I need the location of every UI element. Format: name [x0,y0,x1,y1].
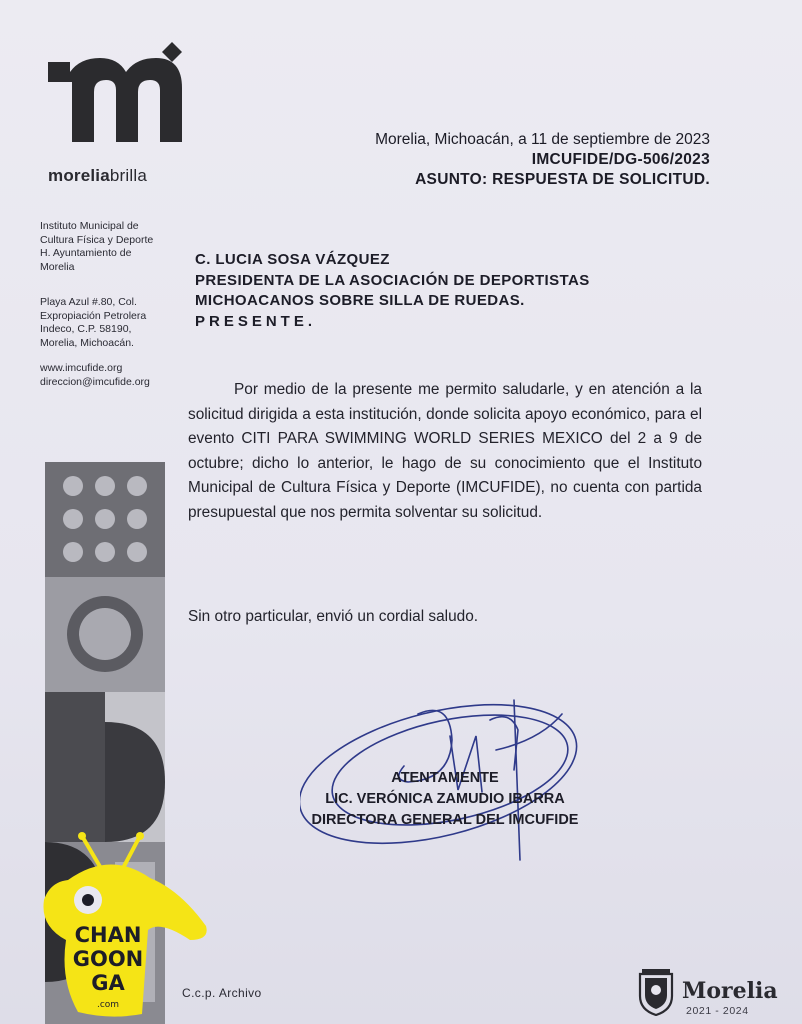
signer-name: LIC. VERÓNICA ZAMUDIO IBARRA [325,791,565,807]
subject-line: ASUNTO: RESPUESTA DE SOLICITUD. [415,171,710,188]
body-paragraph: Por medio de la presente me permito saludarle, y en atención a la solicitud dirigida a esta institución, donde solicita apoyo económico, para el evento CITI PARA SWIMMING WORLD SERIES MEXICO del 2 a 9 de octubre; dicho lo anterior, le hago de su conocimiento que el Instituto Municipal de Cultura Física y Deporte (IMCUFIDE), no cuenta con partida presupuestal que nos permita solventar su solicitud. [188,381,702,521]
morelia-footer-logo: Morelia [682,978,778,1004]
signer-position: DIRECTORA GENERAL DEL IMCUFIDE [311,812,579,828]
administration-years: 2021 - 2024 [686,1005,749,1017]
institute-contact [40,362,150,389]
closing-line: Sin otro particular, envió un cordial saludo. [188,608,479,625]
watermark-text-2: GOON [72,947,144,971]
watermark-text-1: CHAN [74,923,142,947]
changoonga-watermark-icon [30,830,220,1020]
email-link: direccion@imcufide.org [40,375,150,388]
atentamente: ATENTAMENTE [391,770,499,786]
presente: PRESENTE. [195,312,317,330]
website-link: www.imcufide.org [40,362,123,374]
recipient-block [195,250,590,332]
letter-body [188,378,702,525]
watermark-suffix: .com [96,1000,120,1010]
recipient-title-cont: MICHOACANOS SOBRE SILLA DE RUEDAS. [195,292,525,309]
recipient-name: C. LUCIA SOSA VÁZQUEZ [195,251,390,268]
letter-header [375,130,710,190]
signature-block [300,768,590,831]
institute-address: Playa Azul #.80, Col. Expropiación Petrolera Indeco, C.P. 58190, Morelia, Michoacán. [40,296,147,349]
coat-of-arms-icon [636,968,676,1016]
reference-number: IMCUFIDE/DG-506/2023 [531,151,710,168]
institute-name: Instituto Municipal de Cultura Física y Deporte H. Ayuntamiento de Morelia [40,220,154,273]
ccp-archivo: C.c.p. Archivo [182,986,262,1000]
moreliabrilla-logo-icon [44,38,194,148]
recipient-title: PRESIDENTA DE LA ASOCIACIÓN DE DEPORTISTAS [195,271,590,289]
brand-wordmark: moreliabrilla [48,166,147,185]
place-date: Morelia, Michoacán, a 11 de septiembre de 2023 [375,131,710,148]
watermark-text-3: GA [91,971,125,995]
